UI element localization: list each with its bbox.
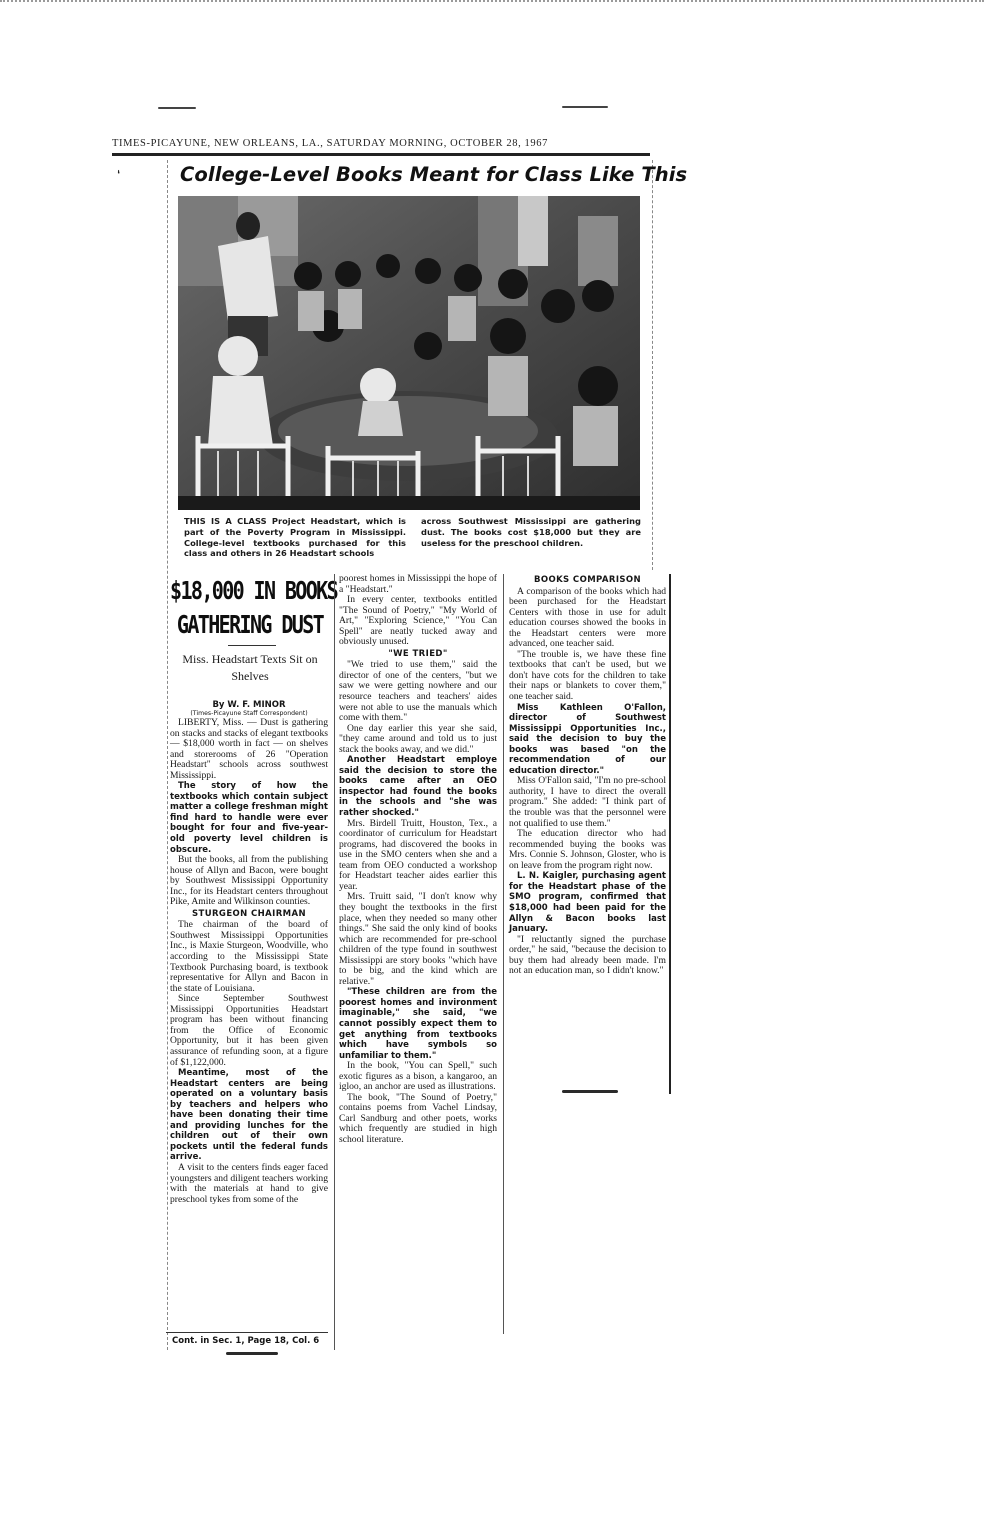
paragraph: Miss O'Fallon said, "I'm no pre-school authority, I have to direct the overall program." She added: "I think part of the trouble was that the personnel were not qualified to use them." [509,775,666,829]
paragraph: One day earlier this year she said, "they came around and told us to just stack the books away, and we did." [339,722,497,755]
paragraph: "These children are from the poorest homes and invironment imaginable," she said, "we cannot possibly expect them to get anything from textbooks which have symbols so unfamiliar to them." [339,987,497,1061]
paragraph: Mrs. Birdell Truitt, Houston, Tex., a coordinator of curriculum for Headstart programs, had discovered the books in use in the SMO centers when she and a team from OEO conducted a workshop for Headstart teacher aides earlier this year. [339,817,497,892]
top-perforation [0,0,984,2]
subhead: STURGEON CHAIRMAN [191,908,307,919]
article-column-2 [339,574,497,1146]
paragraph: But the books, all from the publishing house of Allyn and Bacon, were bought by Southwest Mississippi Opportunity Inc., for its Headstart centers throughout Pike, Amite and Wilkinson counties. [170,854,328,908]
paragraph: The story of how the textbooks which contain subject matter a college freshman might find hard to handle were ever bought for four and five-year-old poverty level children is obscure. [170,781,328,855]
byline-credit: (Times-Picayune Staff Correspondent) [190,710,308,717]
column-rule-3 [669,574,671,1094]
clip-border-right [652,160,653,570]
paragraph: Another Headstart employe said the decision to store the books came after an OEO inspector had found the books in the schools and "she was rather shocked." [339,755,497,819]
article-column-1-body [170,718,328,1205]
column-rule-2 [503,574,504,1334]
paragraph: "We tried to use them," said the director of one of the centers, "but we saw we were getting nowhere and our resource teachers and teachers' aides were not able to use the manuals which come with them." [339,659,497,724]
photo-headline: College-Level Books Meant for Class Like This [180,163,688,186]
subhead: BOOKS COMPARISON [533,575,642,585]
paragraph: The book, "The Sound of Poetry," contains poems from Vachel Lindsay, Carl Sandburg and other poets, works which frequently are studied in high school literature. [339,1091,497,1145]
paragraph: Meantime, most of the Headstart centers are being operated on a voluntary basis by teachers and helpers who have been donating their time and providing lunches for the children out of their own pockets until the federal funds arrive. [170,1068,328,1163]
paragraph: The education director who had recommended buying the books was Mrs. Connie S. Johnson, Gloster, who is on leave from the program right now. [509,828,666,871]
classroom-photo [178,196,640,510]
newspaper-dateline: TIMES-PICAYUNE, NEW ORLEANS, LA., SATURDAY MORNING, OCTOBER 28, 1967 [112,138,548,149]
article-headline [170,574,338,642]
article-headline-line-1: $18,000 IN BOOKS [170,575,338,606]
paragraph: In the book, "You can Spell," such exotic figures as a bison, a kangaroo, an igloo, an anchor are used as illustrations. [339,1060,497,1093]
pen-mark-left [158,107,196,109]
article-deck: Miss. Headstart Texts Sit on Shelves [182,652,318,683]
end-mark-col3 [562,1090,618,1093]
paragraph: The chairman of the board of Southwest Mississippi Opportunities Inc., is Maxie Sturgeon, Woodville, who according to the Mississippi State Textbook Purchasing board, is textbook representative for Allyn and Bacon in the state of Louisiana. [170,919,328,994]
continuation-rule [166,1332,328,1333]
article-column-3 [509,574,666,977]
paragraph: Since September Southwest Mississippi Opportunities Headstart program has been without financing from the Office of Economic Opportunity, but it has been given assurance of refunding soon, at a figure of $1,122,000. [170,993,328,1068]
pen-mark-right [562,106,608,108]
article-headline-line-2: GATHERING DUST [176,609,324,639]
photo-caption-right: across Southwest Mississippi are gathering dust. The books cost $18,000 but they are useless for the preschool children. [421,516,641,548]
deck-rule [228,645,276,646]
column-rule-1 [334,574,335,1350]
photo-caption-left: THIS IS A CLASS Project Headstart, which is part of the Poverty Program in Mississippi. College-level textbooks purchased for this class and others in 26 Headstart schools [184,516,406,559]
byline: By W. F. MINOR [212,700,286,710]
classroom-photo-art [178,196,640,510]
paragraph: Miss Kathleen O'Fallon, director of Southwest Mississippi Opportunities Inc., said the decision to buy the books was based "on the recommendation of our education director." [509,702,666,776]
paragraph: "The trouble is, we have these fine textbooks that can't be used, but we don't have cots for the children to take their naps or blankets to cover them," one teacher said. [509,648,666,703]
paragraph: L. N. Kaigler, purchasing agent for the Headstart phase of the SMO program, confirmed that $18,000 had been paid for the Allyn & Bacon books last January. [509,871,666,935]
continuation-line: Cont. in Sec. 1, Page 18, Col. 6 [172,1336,320,1346]
paragraph: A visit to the centers finds eager faced youngsters and diligent teachers working with the materials at hand to give preschool tykes from some of the [170,1161,328,1205]
article-column-3-body [509,575,666,977]
clip-border-left [167,160,168,1350]
corner-mark: ‘ [115,167,126,185]
paragraph: In every center, textbooks entitled "The Sound of Poetry," "My World of Art," "Exploring Science," "You Can Spell" are neatly tucked away and obviously unused. [339,594,497,648]
subhead: "WE TRIED" [388,648,448,659]
end-mark-col1 [226,1352,278,1355]
paragraph: Mrs. Truitt said, "I don't know why they bought the textbooks in the first place, when they needed so many other things." She said the only kind of books which are recommended for pre-school children of the type found in southwest Mississippi are story books "which have to be big, and the kind which are relative." [339,891,497,987]
paragraph: A comparison of the books which had been purchased for the Headstart Centers with those in use for adult education courses showed the books in the Headstart centers were more advanced, one teacher said. [509,585,666,650]
dateline-rule [112,153,650,156]
article-column-1 [170,700,328,1205]
paragraph: poorest homes in Mississippi the hope of a "Headstart." [339,573,497,595]
article-column-2-body [339,574,497,1146]
byline-block [170,700,328,717]
paragraph: LIBERTY, Miss. — Dust is gathering on stacks and stacks of elegant textbooks — $18,000 worth in fact — on shelves and storerooms of 26 "Operation Headstart" schools across southwest Mississippi. [170,717,328,781]
paragraph: "I reluctantly signed the purchase order," he said, "because the decision to buy them had already been made. I'm not an education man, so I didn't know." [509,933,666,977]
